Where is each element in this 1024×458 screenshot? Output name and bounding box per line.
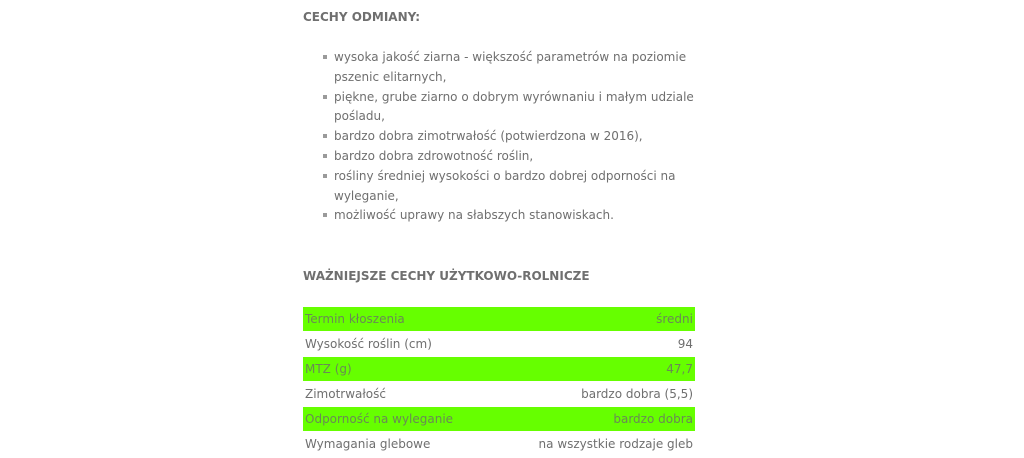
list-item	[322, 206, 694, 226]
list-item	[322, 167, 694, 207]
trait-value: 94	[495, 332, 695, 357]
trait-label: Wymagania glebowe	[303, 432, 495, 457]
trait-label: Odporność na wyleganie	[303, 407, 495, 432]
trait-value: bardzo dobra (5,5)	[495, 382, 695, 407]
table-row	[303, 307, 695, 332]
table-row	[303, 332, 695, 357]
bullet-icon	[323, 174, 327, 178]
bullet-icon	[323, 95, 327, 99]
list-item-text: wysoka jakość ziarna - większość parametrów na poziomie pszenic elitarnych,	[334, 50, 687, 84]
bullet-icon	[323, 55, 327, 59]
trait-value: 47,7	[495, 357, 695, 382]
list-item	[322, 88, 694, 128]
list-item	[322, 48, 694, 88]
bullet-icon	[323, 154, 327, 158]
table-row	[303, 382, 695, 407]
bullet-icon	[323, 134, 327, 138]
list-item-text: rośliny średniej wysokości o bardzo dobrej odporności na wyleganie,	[334, 168, 676, 203]
trait-label: Wysokość roślin (cm)	[303, 332, 495, 357]
table-row	[303, 407, 695, 432]
traits-heading: WAŻNIEJSZE CECHY UŻYTKOWO-ROLNICZE	[303, 269, 590, 283]
traits-table	[303, 306, 695, 456]
trait-label: MTZ (g)	[303, 357, 495, 382]
trait-label: Zimotrwałość	[303, 382, 495, 407]
list-item-text: bardzo dobra zimotrwałość (potwierdzona w 2016),	[334, 129, 643, 144]
list-item-text: bardzo dobra zdrowotność roślin,	[334, 148, 534, 163]
table-row	[303, 432, 695, 457]
features-list	[322, 48, 694, 226]
trait-value: bardzo dobra	[495, 407, 695, 432]
bullet-icon	[323, 213, 327, 217]
trait-label: Termin kłoszenia	[303, 307, 495, 332]
list-item	[322, 127, 694, 147]
list-item-text: piękne, grube ziarno o dobrym wyrównaniu i małym udziale pośladu,	[334, 89, 694, 124]
features-heading: CECHY ODMIANY:	[303, 10, 421, 24]
list-item	[322, 147, 694, 167]
trait-value: średni	[495, 307, 695, 332]
trait-value: na wszystkie rodzaje gleb	[495, 432, 695, 457]
table-row	[303, 357, 695, 382]
list-item-text: możliwość uprawy na słabszych stanowiskach.	[334, 208, 614, 223]
